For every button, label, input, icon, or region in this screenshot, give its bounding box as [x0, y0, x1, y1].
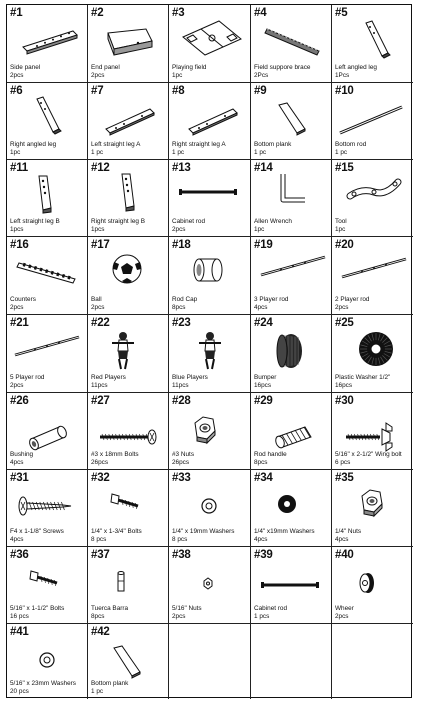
- part-number: #10: [335, 85, 354, 97]
- part-name: Ball: [91, 296, 102, 303]
- part-quantity: 8 pcs: [172, 536, 188, 543]
- part-cell: [169, 470, 251, 547]
- part-name: 1/4" x 19mm Washers: [172, 528, 235, 535]
- part-cell: [251, 83, 332, 160]
- part-number: #41: [10, 626, 29, 638]
- rod-icon: [336, 97, 406, 142]
- part-name: Tuerca Barra: [91, 605, 129, 612]
- field-brace-icon: [257, 19, 327, 64]
- part-cell: [169, 393, 251, 470]
- part-name: Cabinet rod: [172, 218, 206, 225]
- part-quantity: 2pcs: [172, 613, 186, 620]
- part-cell: [169, 547, 251, 624]
- part-quantity: 16 pcs: [10, 613, 29, 620]
- part-quantity: 1 pc: [91, 688, 104, 695]
- part-name: Side panel: [10, 64, 41, 71]
- part-name: Bottom rod: [335, 141, 367, 148]
- part-name: Wheer: [335, 605, 354, 612]
- leg-b-icon: [9, 174, 79, 219]
- part-cell: [7, 5, 88, 83]
- part-name: Cabinet rod: [254, 605, 288, 612]
- part-name: Bushing: [10, 451, 34, 458]
- part-number: #40: [335, 549, 354, 561]
- part-number: #34: [254, 472, 273, 484]
- part-quantity: 1pcs: [10, 226, 24, 233]
- bottom-plank-icon: [92, 640, 162, 685]
- bumper-icon: [255, 331, 325, 376]
- part-cell: [169, 5, 251, 83]
- part-cell: [332, 547, 413, 624]
- part-cell: [332, 5, 413, 83]
- part-quantity: 4pcs: [10, 459, 24, 466]
- part-quantity: 2pcs: [10, 382, 24, 389]
- part-cell: [332, 83, 413, 160]
- angled-leg-icon: [9, 95, 79, 140]
- part-quantity: 8 pcs: [91, 536, 107, 543]
- part-cell: [7, 624, 88, 699]
- part-cell: [332, 160, 413, 237]
- part-quantity: 26pcs: [172, 459, 190, 466]
- part-quantity: 16pcs: [335, 382, 353, 389]
- part-name: Left straight leg B: [10, 218, 60, 225]
- bolt-icon: [11, 561, 81, 606]
- part-number: #30: [335, 395, 354, 407]
- part-cell: [88, 160, 169, 237]
- part-number: #18: [172, 239, 191, 251]
- part-quantity: 2pcs: [10, 72, 24, 79]
- part-number: #16: [10, 239, 29, 251]
- part-name: Right straight leg B: [91, 218, 145, 225]
- part-name: Bumper: [254, 374, 277, 381]
- part-name: 1/4" x19mm Washers: [254, 528, 315, 535]
- part-quantity: 1 pc: [91, 149, 104, 156]
- part-cell: [7, 547, 88, 624]
- part-quantity: 2pcs: [335, 304, 349, 311]
- part-name: 3 Player rod: [254, 296, 289, 303]
- part-number: #6: [10, 85, 23, 97]
- leg-b-icon: [92, 172, 162, 217]
- part-quantity: 1 pc: [254, 149, 267, 156]
- part-cell: [88, 393, 169, 470]
- part-cell: [169, 160, 251, 237]
- part-name: Allen Wrench: [254, 218, 292, 225]
- part-cell: [88, 237, 169, 315]
- part-quantity: 16pcs: [254, 382, 272, 389]
- washer-icon: [11, 638, 81, 683]
- part-number: #28: [172, 395, 191, 407]
- tool-icon: [338, 170, 408, 215]
- part-name: Rod Cap: [172, 296, 198, 303]
- part-cell: [88, 470, 169, 547]
- part-quantity: 1 pcs: [254, 613, 270, 620]
- straight-leg-icon: [177, 99, 247, 144]
- part-number: #37: [91, 549, 110, 561]
- part-cell: [7, 315, 88, 393]
- part-number: #12: [91, 162, 110, 174]
- part-name: Playing field: [172, 64, 207, 71]
- part-quantity: 11pcs: [91, 382, 108, 389]
- part-name: 1/4" x 1-3/4" Bolts: [91, 528, 142, 535]
- part-number: #4: [254, 7, 267, 19]
- part-number: #31: [10, 472, 29, 484]
- part-cell: [7, 393, 88, 470]
- part-name: Bottom plank: [91, 680, 129, 687]
- part-quantity: 20 pcs: [10, 688, 29, 695]
- part-quantity: 1pc: [335, 226, 346, 233]
- part-name: 5/16" Nuts: [172, 605, 202, 612]
- part-number: #24: [254, 317, 273, 329]
- part-number: #17: [91, 239, 110, 251]
- part-cell: [7, 237, 88, 315]
- part-cell: [7, 470, 88, 547]
- part-name: 2 Player rod: [335, 296, 370, 303]
- player-rod-icon: [11, 325, 81, 370]
- part-name: Tool: [335, 218, 347, 225]
- part-quantity: 1Pcs: [335, 72, 350, 79]
- hex-nut-icon: [336, 482, 406, 527]
- part-number: #1: [10, 7, 23, 19]
- part-name: 5 Player rod: [10, 374, 45, 381]
- empty-cell: [251, 624, 332, 699]
- cabinet-rod-icon: [255, 563, 325, 608]
- part-cell: [88, 315, 169, 393]
- cabinet-rod-icon: [173, 170, 243, 215]
- bottom-plank-icon: [257, 97, 327, 142]
- part-name: Blue Players: [172, 374, 208, 381]
- part-number: #7: [91, 85, 104, 97]
- bolt-icon: [92, 484, 162, 529]
- part-number: #42: [91, 626, 110, 638]
- part-cell: [88, 5, 169, 83]
- part-name: Left angled leg: [335, 64, 377, 71]
- part-cell: [251, 5, 332, 83]
- empty-cell: [332, 624, 413, 699]
- part-number: #20: [335, 239, 354, 251]
- part-quantity: 2pcs: [91, 72, 105, 79]
- part-quantity: 1pc: [10, 149, 21, 156]
- part-cell: [251, 470, 332, 547]
- plastic-washer-icon: [338, 329, 408, 374]
- part-number: #5: [335, 7, 348, 19]
- part-number: #29: [254, 395, 273, 407]
- rod-handle-icon: [257, 411, 327, 456]
- part-cell: [332, 315, 413, 393]
- part-number: #11: [10, 162, 28, 174]
- part-cell: [251, 547, 332, 624]
- part-name: Rod handle: [254, 451, 287, 458]
- small-nut-icon: [173, 561, 243, 606]
- part-name: F4 x 1-1/8" Screws: [10, 528, 64, 535]
- part-quantity: 4pcs: [10, 536, 24, 543]
- part-quantity: 26pcs: [91, 459, 109, 466]
- part-cell: [251, 237, 332, 315]
- part-cell: [169, 237, 251, 315]
- part-quantity: 4pcs: [254, 536, 268, 543]
- part-number: #25: [335, 317, 354, 329]
- part-name: 1/4" Nuts: [335, 528, 362, 535]
- part-quantity: 4pcs: [335, 536, 349, 543]
- part-quantity: 2pcs: [10, 304, 24, 311]
- part-cell: [332, 237, 413, 315]
- part-cell: [88, 83, 169, 160]
- part-quantity: 8pcs: [254, 459, 268, 466]
- part-number: #26: [10, 395, 29, 407]
- part-number: #21: [10, 317, 29, 329]
- part-number: #13: [172, 162, 191, 174]
- part-quantity: 8pcs: [172, 304, 186, 311]
- part-name: End panel: [91, 64, 120, 71]
- part-number: #3: [172, 7, 185, 19]
- part-number: #32: [91, 472, 110, 484]
- part-number: #23: [172, 317, 191, 329]
- straight-leg-icon: [94, 99, 164, 144]
- part-name: Right angled leg: [10, 141, 57, 148]
- side-panel-icon: [15, 19, 85, 64]
- part-number: #22: [91, 317, 110, 329]
- washer-icon: [173, 484, 243, 529]
- angled-leg-icon: [338, 19, 408, 64]
- part-quantity: 8pcs: [91, 613, 105, 620]
- part-name: Bottom plank: [254, 141, 292, 148]
- part-quantity: 2pcs: [172, 226, 186, 233]
- part-quantity: 2pcs: [335, 613, 349, 620]
- part-name: Red Players: [91, 374, 126, 381]
- playing-field-icon: [175, 17, 245, 62]
- part-name: Plastic Washer 1/2": [335, 374, 391, 381]
- part-name: Counters: [10, 296, 36, 303]
- part-name: 5/16" x 1-1/2" Bolts: [10, 605, 65, 612]
- part-quantity: 2Pcs: [254, 72, 269, 79]
- part-number: #36: [10, 549, 29, 561]
- player-rod-icon: [338, 247, 408, 292]
- part-name: 5/16" x 23mm Washers: [10, 680, 76, 687]
- part-name: #3 x 18mm Bolts: [91, 451, 139, 458]
- ball-icon: [92, 249, 162, 294]
- part-number: #2: [91, 7, 104, 19]
- part-quantity: 6 pcs: [335, 459, 351, 466]
- part-cell: [7, 160, 88, 237]
- part-quantity: 11pcs: [172, 382, 189, 389]
- part-quantity: 4pcs: [254, 304, 268, 311]
- part-number: #33: [172, 472, 191, 484]
- wheel-icon: [332, 561, 402, 606]
- part-cell: [332, 470, 413, 547]
- part-name: #3 Nuts: [172, 451, 195, 458]
- part-name: Right straight leg A: [172, 141, 226, 148]
- part-cell: [251, 160, 332, 237]
- part-number: #38: [172, 549, 191, 561]
- player-figure-icon: [88, 331, 158, 376]
- allen-wrench-icon: [255, 170, 325, 215]
- part-name: 5/16" x 2-1/2" Wing bolt: [335, 451, 402, 458]
- barrel-nut-icon: [88, 561, 158, 606]
- part-quantity: 1pc: [254, 226, 265, 233]
- part-number: #14: [254, 162, 273, 174]
- part-quantity: 2pcs: [91, 304, 105, 311]
- part-cell: [7, 83, 88, 160]
- part-cell: [251, 393, 332, 470]
- player-figure-icon: [175, 331, 245, 376]
- part-number: #39: [254, 549, 273, 561]
- rod-cap-icon: [173, 249, 243, 294]
- part-number: #35: [335, 472, 354, 484]
- screw-icon: [9, 486, 79, 531]
- empty-cell: [169, 624, 251, 699]
- end-panel-icon: [94, 19, 164, 64]
- part-cell: [332, 393, 413, 470]
- part-cell: [169, 83, 251, 160]
- part-number: #8: [172, 85, 185, 97]
- part-name: Field suppore brace: [254, 64, 311, 71]
- part-quantity: 1pc: [172, 72, 183, 79]
- part-name: Left straight leg A: [91, 141, 141, 148]
- part-quantity: 1pcs: [91, 226, 105, 233]
- part-cell: [88, 547, 169, 624]
- parts-list-sheet: [6, 4, 412, 698]
- part-cell: [169, 315, 251, 393]
- part-number: #15: [335, 162, 354, 174]
- part-cell: [251, 315, 332, 393]
- part-number: #19: [254, 239, 273, 251]
- part-cell: [88, 624, 169, 699]
- player-rod-icon: [257, 245, 327, 290]
- hex-nut-icon: [169, 409, 239, 454]
- counters-icon: [13, 249, 83, 294]
- part-number: #27: [91, 395, 110, 407]
- part-quantity: 1 pc: [172, 149, 185, 156]
- part-quantity: 1 pc: [335, 149, 348, 156]
- part-number: #9: [254, 85, 267, 97]
- black-washer-icon: [251, 482, 321, 527]
